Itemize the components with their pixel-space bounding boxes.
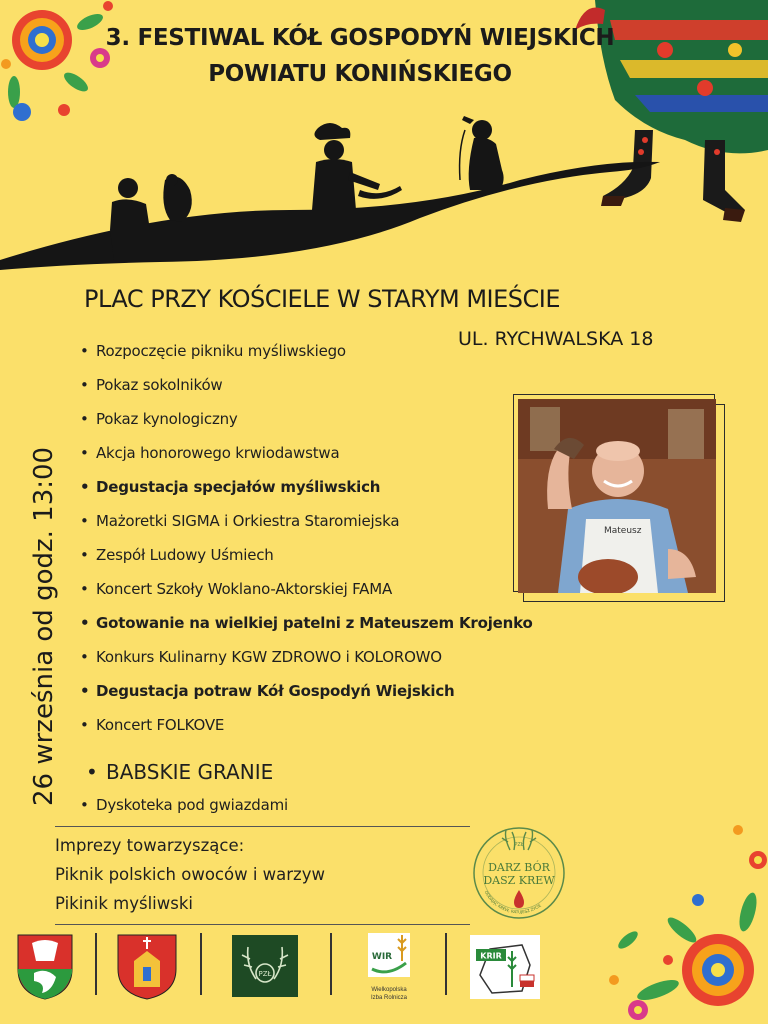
program-list bbox=[76, 338, 533, 826]
pzl-logo bbox=[232, 935, 298, 997]
festival-title bbox=[80, 20, 640, 92]
blood-drop-icon bbox=[514, 890, 524, 908]
singer-silhouette-icon bbox=[462, 116, 504, 190]
program-item: • Gotowanie na wielkiej patelni z Mateuszem Krojenko bbox=[76, 610, 533, 644]
badge-line-1: DARZ BÓR bbox=[488, 861, 550, 874]
program-item: • Konkurs Kulinarny KGW ZDROWO i KOLOROWO bbox=[76, 644, 533, 678]
wheat-icon bbox=[364, 929, 414, 981]
chef-photo-image bbox=[518, 399, 716, 593]
logo-divider bbox=[95, 933, 97, 995]
town-coat-of-arms-icon bbox=[116, 933, 178, 1001]
krir-logo bbox=[470, 935, 540, 999]
program-item: • Koncert FOLKOVE bbox=[76, 712, 533, 746]
program-item: • Degustacja potraw Kół Gospodyń Wiejskich bbox=[76, 678, 533, 712]
svg-text:ODDAJĄC KREW, RATUJESZ ŻYCIE bbox=[484, 890, 543, 915]
side-events bbox=[55, 826, 470, 925]
wir-caption-1: Wielkopolska bbox=[371, 987, 407, 993]
chef-silhouette-icon bbox=[312, 123, 402, 210]
program-item: • BABSKIE GRANIE bbox=[76, 748, 533, 792]
chef-photo bbox=[513, 394, 725, 602]
side-event-item: Pikinik myśliwski bbox=[55, 894, 193, 913]
silhouette-hill bbox=[0, 110, 768, 290]
pzl-mark: PZŁ bbox=[258, 970, 272, 978]
county-coat-of-arms-icon bbox=[16, 933, 74, 1001]
event-date bbox=[6, 318, 70, 808]
program-item: • Koncert Szkoły Woklano-Aktorskiej FAMA bbox=[76, 576, 533, 610]
program-item: • Degustacja specjałów myśliwskich bbox=[76, 474, 533, 508]
side-events-heading: Imprezy towarzyszące: bbox=[55, 836, 245, 855]
logo-divider bbox=[445, 933, 447, 995]
title-line-2: POWIATU KONIŃSKIEGO bbox=[208, 61, 512, 87]
badge-top-mark: PZŁ bbox=[514, 842, 524, 848]
event-date-text: 26 września od godz. 13:00 bbox=[29, 446, 59, 806]
badge-line-2: DASZ KREW bbox=[483, 874, 555, 887]
wir-logo bbox=[364, 929, 414, 1003]
logo-divider bbox=[330, 933, 332, 995]
krir-mark: KRIR bbox=[480, 951, 502, 961]
darz-bor-badge bbox=[470, 824, 568, 922]
wir-mark: WIR bbox=[371, 952, 393, 962]
logo-divider bbox=[200, 933, 202, 995]
program-item: • Rozpoczęcie pikniku myśliwskiego bbox=[76, 338, 533, 372]
program-item: • Pokaz kynologiczny bbox=[76, 406, 533, 440]
venue-place: PLAC PRZY KOŚCIELE W STARYM MIEŚCIE bbox=[84, 285, 560, 313]
side-event-item: Piknik polskich owoców i warzyw bbox=[55, 865, 325, 884]
program-item: • Pokaz sokolników bbox=[76, 372, 533, 406]
wir-caption-2: Izba Rolnicza bbox=[370, 995, 408, 1001]
sponsor-logos bbox=[0, 925, 768, 1005]
pzl-antlers-icon bbox=[232, 935, 298, 997]
apron-text: Mateusz bbox=[604, 526, 642, 536]
program-item: • Akcja honorowego krwiodawstwa bbox=[76, 440, 533, 474]
program-item: • Zespół Ludowy Uśmiech bbox=[76, 542, 533, 576]
badge-ring-text: ODDAJĄC KREW, RATUJESZ ŻYCIE bbox=[483, 889, 542, 915]
venue-street: UL. RYCHWALSKA 18 bbox=[458, 328, 654, 350]
title-line-1: 3. FESTIWAL KÓŁ GOSPODYŃ WIEJSKICH bbox=[105, 25, 615, 51]
program-item: • Dyskoteka pod gwiazdami bbox=[76, 792, 533, 826]
program-item: • Mażoretki SIGMA i Orkiestra Staromiejska bbox=[76, 508, 533, 542]
